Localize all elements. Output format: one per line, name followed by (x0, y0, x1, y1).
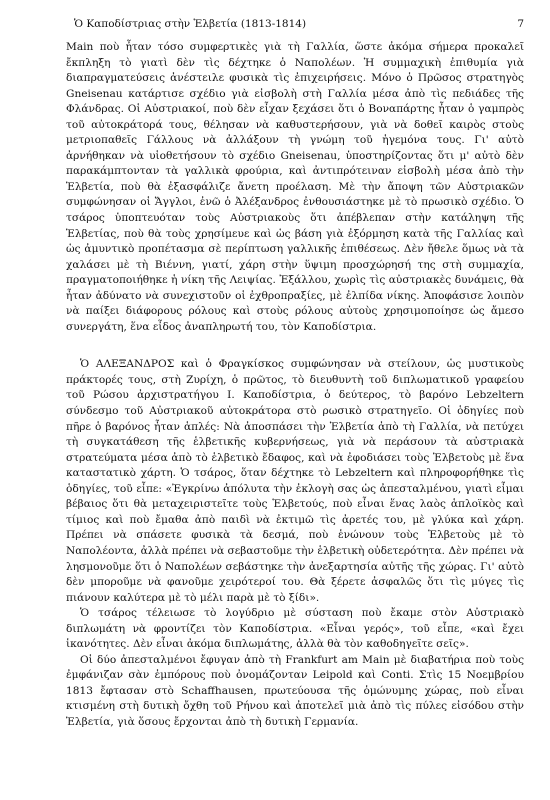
paragraph-4: Οἱ δύο ἀπεσταλμένοι ἔφυγαν ἀπὸ τὴ Frankfurt am Main μὲ διαβατήρια ποὺ τοὺς ἐμφάνιζαν σὰν ἐμπόρους ποὺ ὀνομάζονταν Leipold καὶ Conti. Στὶς 15 Νοεμβρίου 1813 ἔφτασαν στὸ Schaffhausen, πρωτεύουσα τῆς ὁμώνυμης χώρας, ποὺ εἶναι κτισμένη στὴ δυτικὴ ὄχθη τοῦ Ρήνου καὶ ἀποτελεῖ μιὰ ἀπὸ τὶς πύλες εἰσόδου στὴν Ἑλβετία, γιὰ ὅσους ἔρχονται ἀπὸ τὴ δυτικὴ Γερμανία. (66, 653, 524, 728)
page-number: 7 (517, 18, 524, 30)
paragraph-2: Ὁ ΑΛΕΞΑΝΔΡΟΣ καὶ ὁ Φραγκίσκος συμφώνησαν νὰ στείλουν, ὡς μυστικοὺς πράκτορές τους, στὴ Ζυρίχη, ὁ πρῶτος, τὸ διευθυντὴ τοῦ διπλωματικοῦ γραφείου τοῦ Ρώσου ἀρχιστρατήγου Ι. Καποδίστρια, ὁ δεύτερος, τὸ βαρόνο Lebzeltern σύνδεσμο τοῦ Αὐστριακοῦ αὐτοκράτορα στὸ ρωσικὸ στρατηγεῖο. Οἱ ὁδηγίες ποὺ πῆρε ὁ βαρόνος ἦταν ἁπλές: Νὰ ἀποσπάσει τὴν Ἑλβετία ἀπὸ τὴ Γαλλία, νὰ πετύχει τὴ συγκατάθεση τῆς ἑλβετικῆς κυβερνήσεως, γιὰ νὰ περάσουν τὰ αὐστριακὰ στρατεύματα μέσα ἀπὸ τὸ ἑλβετικὸ ἔδαφος, καὶ νὰ ἐφοδιάσει τοὺς Ἑλβετοὺς μὲ ἕνα καταστατικὸ χάρτη. Ὁ τσάρος, ὅταν δέχτηκε τὸ Lebzeltern καὶ πληροφορήθηκε τὶς ὁδηγίες, τοῦ εἶπε: «Ἐγκρίνω ἀπόλυτα τὴν ἐκλογὴ σας ὡς ἀπεσταλμένου, γιατὶ εἶμαι βέβαιος ὅτι θὰ μεταχειριστεῖτε τοὺς Ἑλβετούς, ποὺ εἶναι ἕνας λαὸς ἁπλοϊκὸς καὶ τίμιος καὶ ποὺ ἔμαθα ἀπὸ παιδὶ νὰ ἐκτιμῶ τὶς ἀρετές του, μὲ γλύκα καὶ χάρη. Πρέπει νὰ σπάσετε φυσικὰ τὰ δεσμά, ποὺ ἑνώνουν τοὺς Ἑλβετοὺς μὲ τὸ Ναπολέοντα, ἀλλὰ πρέπει νὰ σεβαστοῦμε τὴν ἑλβετικὴ οὐδετερότητα. Δὲν πρέπει νὰ λησμονοῦμε ὅτι ὁ Ναπολέων σεβάστηκε τὴν ἀνεξαρτησία αὐτῆς τῆς χώρας. Γι' αὐτὸ δὲν μποροῦμε νὰ φανοῦμε χειρότεροί του. Θὰ ξέρετε ἀσφαλῶς ὅτι τὶς μύγες τὶς πιάνουν καλύτερα μὲ τὸ μέλι παρὰ μὲ τὸ ξίδι». (66, 358, 524, 604)
paragraph-1: Main ποὺ ἦταν τόσο συμφερτικὲς γιὰ τὴ Γαλλία, ὥστε ἀκόμα σήμερα προκαλεῖ ἔκπληξη τὸ γιατὶ δὲν τὶς δέχτηκε ὁ Ναπολέων. Ἡ συμμαχικὴ ἐπιθυμία γιὰ διαπραγματεύσεις ἀνέστειλε φυσικὰ τὶς ἐπιχειρήσεις. Μόνο ὁ Πρῶσος στρατηγὸς Gneisenau κατάρτισε σχέδιο γιὰ εἰσβολὴ στὴ Γαλλία μέσα ἀπὸ τὶς πεδιάδες τῆς Φλάνδρας. Οἱ Αὐστριακοί, ποὺ δὲν εἶχαν ξεχάσει ὅτι ὁ Βοναπάρτης ἦταν ὁ γαμπρὸς τοῦ αὐτοκράτορά τους, θέλησαν νὰ καθυστερήσουν, γιὰ νὰ δοθεῖ καιρὸς στοὺς μετριοπαθεῖς Γάλλους νὰ ἀλλάξουν τὴ γνώμη τοῦ ἡγεμόνα τους. Γι' αὐτὸ ἀρνήθηκαν νὰ υἱοθετήσουν τὸ σχέδιο Gneisenau, ὑποστηρίζοντας ὅτι μ' αὐτὸ δὲν παρακάμπτονταν τὰ γαλλικὰ φρούρια, καὶ ἀντιπρότειναν εἰσβολὴ μέσα ἀπὸ τὴν Ἑλβετία, ποὺ θὰ ἐξασφάλιζε ἄνετη προέλαση. Μὲ τὴν ἄποψη τῶν Αὐστριακῶν συμφώνησαν οἱ Ἄγγλοι, ἐνῶ ὁ Ἀλέξανδρος ἐνθουσιάστηκε μὲ τὸ πρωσικὸ σχέδιο. Ὁ τσάρος ὑποπτευόταν τοὺς Αὐστριακοὺς ὅτι ἀπέβλεπαν στὴν κατάληψη τῆς Ἑλβετίας, ποὺ θὰ τοὺς χρησίμευε καὶ ὡς βάση γιὰ ἐξόρμηση κατὰ τῆς Γαλλίας καὶ ὡς ἀμυντικὸ προπέτασμα σὲ περίπτωση γαλλικῆς ἐπιθέσεως. Δὲν ἤθελε ὅμως νὰ τὰ χαλάσει μὲ τὴ Βιέννη, γιατί, χάρη στὴν ὕψιμη προσχώρησή της στὴ συμμαχία, πραγματοποιήθηκε ἡ νίκη τῆς Λειψίας. Ἐξάλλου, χωρὶς τὶς αὐστριακὲς δυνάμεις, θὰ ἦταν ἀδύνατο νὰ συνεχιστοῦν οἱ ἐχθροπραξίες, μὲ ἐλπίδα νίκης. Ἀποφάσισε λοιπὸν νὰ παίξει διάφορους ρόλους καὶ στοὺς ρόλους αὐτοὺς χρησιμοποίησε ὡς ἄμεσο συνεργάτη, ἕνα εἶδος ἀναπληρωτή του, τὸν Καποδίστρια. (66, 41, 524, 333)
paragraph-3: Ὁ τσάρος τέλειωσε τὸ λογύδριο μὲ σύσταση ποὺ ἔκαμε στὸν Αὐστριακὸ διπλωμάτη νὰ φροντίζει τὸν Καποδίστρια. «Εἶναι γερός», τοῦ εἶπε, «καὶ ἔχει ἱκανότητες. Δὲν εἶναι ἀκόμα διπλωμάτης, ἀλλὰ θὰ τὸν καθοδηγεῖτε σεῖς». (66, 607, 524, 651)
running-title: Ὁ Καποδίστριας στὴν Ἑλβετία (1813-1814) (74, 18, 307, 30)
page-header (66, 18, 524, 40)
